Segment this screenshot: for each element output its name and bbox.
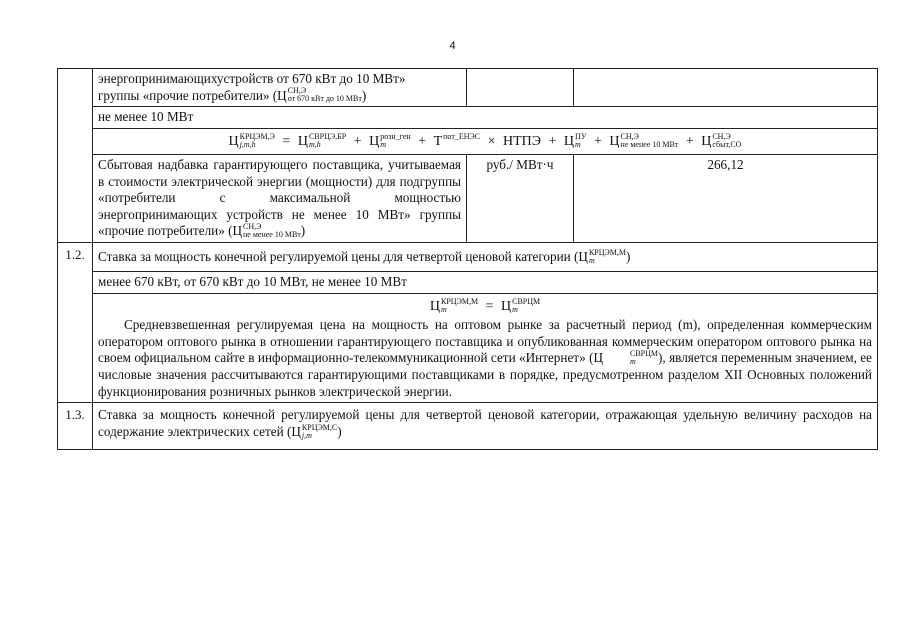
table-row <box>58 107 878 129</box>
subgroup-label: менее 670 кВт, от 670 кВт до 10 МВт, не менее 10 МВт <box>93 272 878 294</box>
section-title: Ставка за мощность конечной регулируемой цены для четвертой ценовой категории (Ц КРЦЭМ,М m ) <box>93 243 878 272</box>
table-row <box>58 69 878 107</box>
description-line: группы «прочие потребители» (Ц <box>98 87 287 103</box>
table-row <box>58 272 878 294</box>
value-cell <box>574 69 878 107</box>
page-number: 4 <box>449 40 456 52</box>
table-row <box>58 293 878 402</box>
table-row <box>58 128 878 155</box>
price-formula: Ц КРЦЭМ,М m = Ц СВРЦМ m <box>429 296 541 314</box>
table-row <box>58 243 878 272</box>
value-cell: 266,12 <box>574 155 878 243</box>
price-formula: Ц КРЦЭМ,Э j,m,h = Ц СВРЦЭ,БР m,h + Ц розн_ген m + Т пот_ЕНЭС × НТПЭ + Ц ПУ m + Ц СН,Э не менее 10 МВт + Ц СН,Э сбыт,СО <box>93 128 878 155</box>
row-number: 1.3. <box>58 403 93 449</box>
tariff-table <box>57 68 878 450</box>
unit-cell <box>467 69 574 107</box>
row-number: 1.2. <box>58 243 93 403</box>
section-title: Ставка за мощность конечной регулируемой цены для четвертой ценовой категории, отражающая удельную величину расходов на содержание электрических сетей (Ц КРЦЭМ,С j,m ) <box>93 403 878 449</box>
subgroup-label: не менее 10 МВт <box>93 107 878 129</box>
formula-description-cell <box>93 293 878 402</box>
number-cell-empty <box>58 69 93 243</box>
unit-cell: руб./ МВт·ч <box>467 155 574 243</box>
description-cell: Сбытовая надбавка гарантирующего поставщика, учитываемая в стоимости электрической энергии (мощности) для подгруппы «потребители с максимальной мощностью энергопринимающих устройств не менее 10 МВт» группы «прочие потребители» (Ц СН,Э не менее 10 МВт ) <box>93 155 467 243</box>
price-symbol-indices: СН,Э не менее 10 МВт <box>243 222 301 240</box>
description-cell: энергопринимающихустройств от 670 кВт до 10 МВт» группы «прочие потребители» (Ц СН,Э от 670 кВт до 10 МВт ) <box>93 69 467 107</box>
table-row <box>58 403 878 449</box>
formula-explanation: Средневзвешенная регулируемая цена на мощность на оптовом рынке за расчетный период (m), определенная коммерческим оператором оптового рынка в отношении гарантирующего поставщика и опубликованная коммерческим оператором оптового рынка на своем официальном сайте в информационно-телекоммуникационной сети «Интернет» (Ц СВРЦМ m ), является переменным значением, ее числовые значения рассчитываются гарантирующими поставщиками в порядке, предусмотренном разделом XII Основных положений функционирования розничных рынков электрической энергии. <box>98 317 872 399</box>
table-row <box>58 155 878 243</box>
price-symbol-indices: СН,Э от 670 кВт до 10 МВт <box>287 86 362 104</box>
description-line: энергопринимающихустройств от 670 кВт до 10 МВт» <box>98 71 406 86</box>
